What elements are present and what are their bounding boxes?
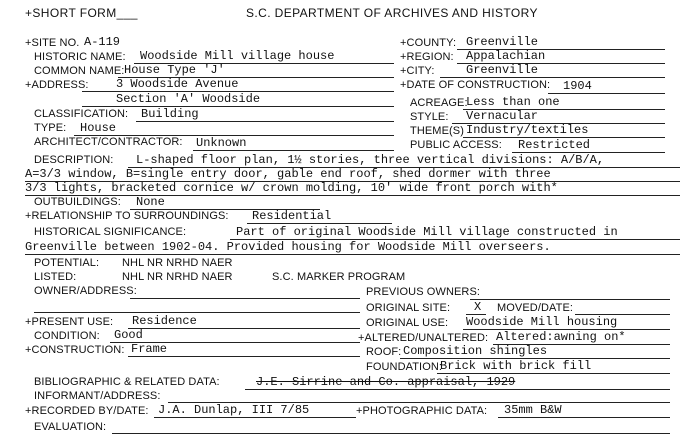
style-label: STYLE:	[410, 111, 449, 123]
county-label: +COUNTY:	[400, 37, 457, 49]
relationship-value: Residential	[252, 209, 332, 223]
historic-name-value: Woodside Mill village house	[140, 49, 335, 63]
type-label: TYPE:	[34, 122, 67, 134]
construction-underline	[128, 356, 360, 357]
outbuildings-value: None	[136, 195, 165, 209]
short-form-label: +SHORT FORM___	[25, 6, 138, 20]
style-value: Vernacular	[466, 109, 539, 123]
relationship-underline	[247, 223, 392, 224]
construction-label: +CONSTRUCTION:	[25, 344, 125, 356]
original-use-label: ORIGINAL USE:	[366, 317, 449, 329]
construction-value: Frame	[131, 342, 168, 356]
original-site-mark: X	[474, 300, 482, 314]
significance-label: HISTORICAL SIGNIFICANCE:	[34, 226, 187, 238]
present-use-value: Residence	[132, 314, 197, 328]
informant-label: INFORMANT/ADDRESS:	[34, 390, 161, 402]
date-underline	[548, 93, 665, 94]
date-value: 1904	[563, 79, 592, 93]
county-value: Greenville	[466, 35, 539, 49]
acreage-value: Less than one	[466, 95, 560, 109]
themes-value: Industry/textiles	[466, 123, 589, 137]
previous-owners-label: PREVIOUS OWNERS:	[366, 286, 481, 298]
foundation-label: FOUNDATION:	[366, 361, 443, 373]
description-line-1: L-shaped floor plan, 1½ stories, three vertical divisions: A/B/A,	[136, 153, 605, 167]
recorded-underline	[154, 417, 356, 418]
date-label: +DATE OF CONSTRUCTION:	[400, 79, 551, 91]
significance-line-1: Part of original Woodside Mill village constructed in	[236, 225, 618, 239]
roof-value: Composition shingles	[403, 344, 548, 358]
foundation-underline	[437, 373, 670, 374]
city-label: +CITY:	[400, 65, 435, 77]
altered-value: Altered:awning on*	[496, 330, 626, 344]
architect-label: ARCHITECT/CONTRACTOR:	[34, 136, 183, 148]
city-value: Greenville	[466, 63, 539, 77]
site-no-value: A-119	[84, 35, 121, 49]
original-site-label: ORIGINAL SITE:	[366, 302, 451, 314]
classification-value: Building	[141, 107, 199, 121]
type-value: House	[80, 121, 117, 135]
outbuildings-label: OUTBUILDINGS:	[34, 196, 121, 208]
architect-value: Unknown	[196, 136, 247, 150]
photographic-data-value: 35mm B&W	[504, 403, 562, 417]
marker-program-label: S.C. MARKER PROGRAM	[272, 271, 406, 283]
present-use-underline	[128, 328, 360, 329]
significance-line-2: Greenville between 1902-04. Provided housing for Woodside Mill overseers.	[25, 240, 551, 254]
site-no-label: +SITE NO.	[25, 37, 80, 49]
original-use-value: Woodside Mill housing	[466, 315, 618, 329]
acreage-label: ACREAGE:	[410, 97, 468, 109]
architect-underline	[193, 150, 394, 151]
bibliographic-label: BIBLIOGRAPHIC & RELATED DATA:	[34, 376, 220, 388]
address-label: +ADDRESS:	[25, 79, 89, 91]
description-line-2: A=3/3 window, B=single entry door, gable end roof, shed dormer with three	[25, 167, 551, 181]
potential-label: POTENTIAL:	[34, 257, 100, 269]
foundation-value: Brick with brick fill	[440, 359, 592, 373]
region-value: Appalachian	[466, 49, 546, 63]
address-line1: 3 Woodside Avenue	[116, 77, 239, 91]
description-underline-3	[25, 195, 680, 196]
moved-date-label: MOVED/DATE:	[497, 302, 574, 314]
address-underline-2	[82, 106, 394, 107]
themes-label: THEME(S)	[410, 125, 464, 137]
potential-options: NHL NR NRHD NAER	[122, 257, 233, 269]
description-line-3: 3/3 lights, bracketed cornice w/ crown molding, 10' wide front porch with*	[25, 181, 558, 195]
photographic-data-label: +PHOTOGRAPHIC DATA:	[356, 405, 488, 417]
roof-label: ROOF:	[366, 346, 402, 358]
evaluation-underline	[112, 433, 670, 434]
relationship-label: +RELATIONSHIP TO SURROUNDINGS:	[25, 210, 229, 222]
description-label: DESCRIPTION:	[34, 154, 114, 166]
owner-underline	[130, 298, 360, 299]
photographic-data-underline	[498, 417, 670, 418]
evaluation-label: EVALUATION:	[34, 421, 107, 433]
region-label: +REGION:	[400, 51, 454, 63]
classification-underline	[136, 121, 394, 122]
department-title: S.C. DEPARTMENT OF ARCHIVES AND HISTORY	[246, 6, 538, 20]
previous-owners-underline	[470, 299, 670, 300]
altered-label: +ALTERED/UNALTERED:	[358, 332, 489, 344]
present-use-label: +PRESENT USE:	[25, 316, 114, 328]
bibliographic-underline	[245, 389, 670, 390]
owner-underline-2	[34, 312, 360, 313]
bibliographic-value: J.E. Sirrine and Co. appraisal, 1929	[256, 375, 516, 389]
condition-value: Good	[114, 328, 143, 342]
common-name-label: COMMON NAME:	[34, 65, 125, 77]
significance-underline-2	[25, 254, 680, 255]
public-access-label: PUBLIC ACCESS:	[410, 139, 502, 151]
recorded-label: +RECORDED BY/DATE:	[25, 405, 149, 417]
recorded-value: J.A. Dunlap, III 7/85	[158, 403, 310, 417]
address-line2: Section 'A' Woodside	[116, 92, 261, 106]
public-access-value: Restricted	[518, 138, 591, 152]
common-name-value: House Type 'J'	[124, 63, 225, 77]
listed-label: LISTED:	[34, 271, 77, 283]
condition-label: CONDITION:	[34, 330, 100, 342]
historic-name-label: HISTORIC NAME:	[34, 51, 126, 63]
classification-label: CLASSIFICATION:	[34, 108, 129, 120]
owner-label: OWNER/ADDRESS:	[34, 285, 137, 297]
listed-options: NHL NR NRHD NAER	[122, 271, 233, 283]
